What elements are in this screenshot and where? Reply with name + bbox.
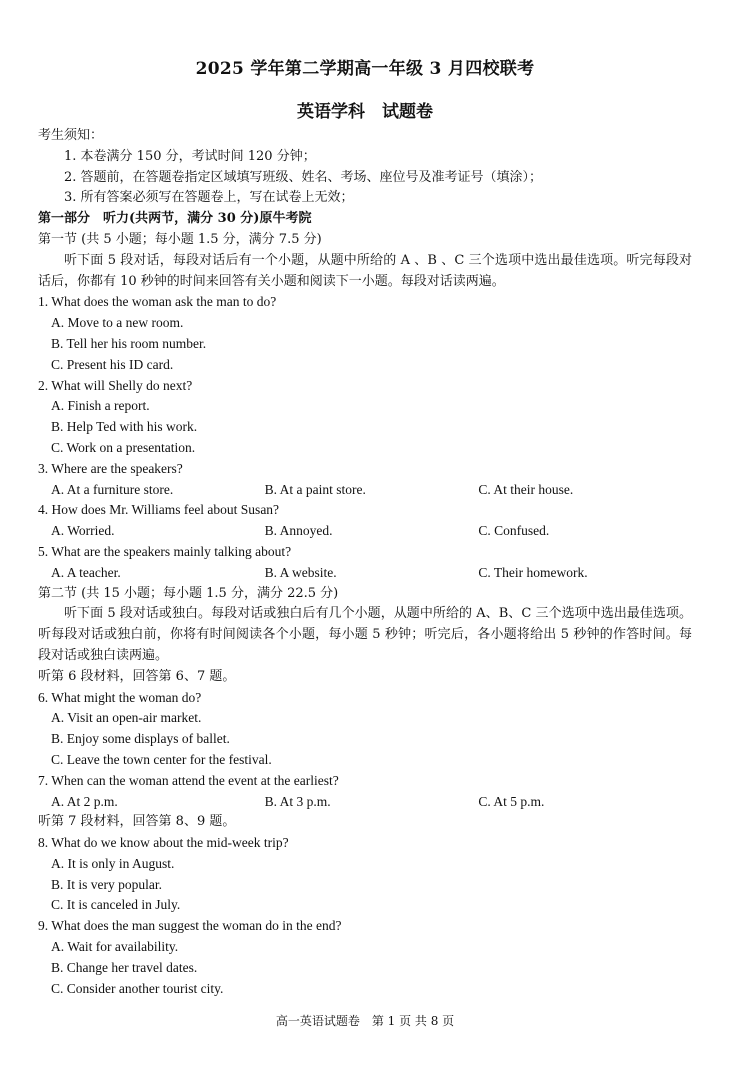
option-row: [38, 480, 692, 501]
option: B. Tell her his room number.: [51, 335, 207, 351]
option: B. At 3 p.m.: [264, 793, 331, 809]
question-text: 6. What might the woman do?: [38, 689, 202, 705]
question-text: 8. What do we know about the mid-week trip?: [38, 835, 289, 851]
exam-title: 2025 学年第二学期高一年级 3 月四校联考: [195, 59, 535, 79]
question-text: 5. What are the speakers mainly talking about?: [38, 543, 292, 559]
option: C. At their house.: [478, 481, 574, 497]
option: A. At a furniture store.: [51, 481, 174, 497]
option: A. It is only in August.: [51, 855, 175, 871]
option: C. Consider another tourist city.: [51, 980, 224, 996]
notice-item: 3. 所有答案必须写在答题卷上，写在试卷上无效；: [64, 190, 354, 206]
option: B. Help Ted with his work.: [51, 419, 198, 435]
option-row: [38, 792, 692, 813]
option: C. Their homework.: [478, 564, 588, 580]
material-note: 听第 6 段材料，回答第 6、7 题。: [38, 668, 236, 684]
notice-item: 2. 答题前，在答题卷指定区域填写班级、姓名、考场、座位号及准考证号（填涂）；: [64, 169, 543, 185]
option: B. At a paint store.: [264, 481, 366, 497]
question-text: 7. When can the woman attend the event at the earliest?: [38, 772, 339, 788]
option: B. Enjoy some displays of ballet.: [51, 731, 230, 747]
option: C. Present his ID card.: [51, 356, 174, 372]
option: A. Move to a new room.: [51, 315, 184, 331]
exam-content: [38, 126, 692, 999]
option: B. Change her travel dates.: [51, 959, 198, 975]
section1-heading: 第一节 (共 5 小题；每小题 1.5 分，满分 7.5 分): [38, 231, 322, 247]
option: C. It is canceled in July.: [51, 897, 181, 913]
option: A. A teacher.: [51, 564, 121, 580]
question-text: 2. What will Shelly do next?: [38, 377, 193, 393]
material-note: 听第 7 段材料，回答第 8、9 题。: [38, 814, 236, 830]
notice-item: 1. 本卷满分 150 分，考试时间 120 分钟；: [64, 148, 316, 164]
option: B. Annoyed.: [264, 523, 333, 539]
question-text: 1. What does the woman ask the man to do?: [38, 294, 277, 310]
option: A. Worried.: [51, 523, 115, 539]
page-footer: 高一英语试题卷 第 1 页 共 8 页: [275, 1014, 455, 1028]
question-text: 3. Where are the speakers?: [38, 460, 183, 476]
section2-heading: 第二节 (共 15 小题；每小题 1.5 分，满分 22.5 分): [38, 585, 339, 601]
option: A. Visit an open-air market.: [51, 710, 202, 726]
notice-heading: 考生须知：: [38, 128, 104, 143]
option-row: [38, 563, 692, 584]
option: A. Finish a report.: [51, 398, 150, 414]
option: C. At 5 p.m.: [478, 793, 545, 809]
question-text: 9. What does the man suggest the woman do in the end?: [38, 918, 342, 934]
question-text: 4. How does Mr. Williams feel about Susan?: [38, 502, 280, 518]
exam-subject: 英语学科 试题卷: [297, 102, 433, 122]
part1-heading: 第一部分 听力(共两节，满分 30 分)原牛考院: [38, 211, 312, 227]
option: C. Confused.: [478, 523, 550, 539]
option: B. It is very popular.: [51, 876, 162, 892]
option: C. Work on a presentation.: [51, 439, 196, 455]
option: A. Wait for availability.: [51, 939, 179, 955]
option-row: [38, 521, 692, 542]
section1-instructions: 听下面 5 段对话，每段对话后有一个小题，从题中所给的 A 、B 、C 三个选项中选出最佳选项。听完每段对话后，你都有 10 秒钟的时间来回答有关小题和阅读下一小题。每段对话读两遍。: [38, 252, 692, 289]
option: A. At 2 p.m.: [51, 793, 118, 809]
section2-instructions: 听下面 5 段对话或独白。每段对话或独白后有几个小题，从题中所给的 A、B、C 三个选项中选出最佳选项。听每段对话或独白前，你将有时间阅读各个小题，每小题 5 秒钟；听完后，各小题将给出 5 秒钟的作答时间。每段对话或独白读两遍。: [38, 606, 692, 663]
option: B. A website.: [264, 564, 337, 580]
option: C. Leave the town center for the festival.: [51, 751, 272, 767]
